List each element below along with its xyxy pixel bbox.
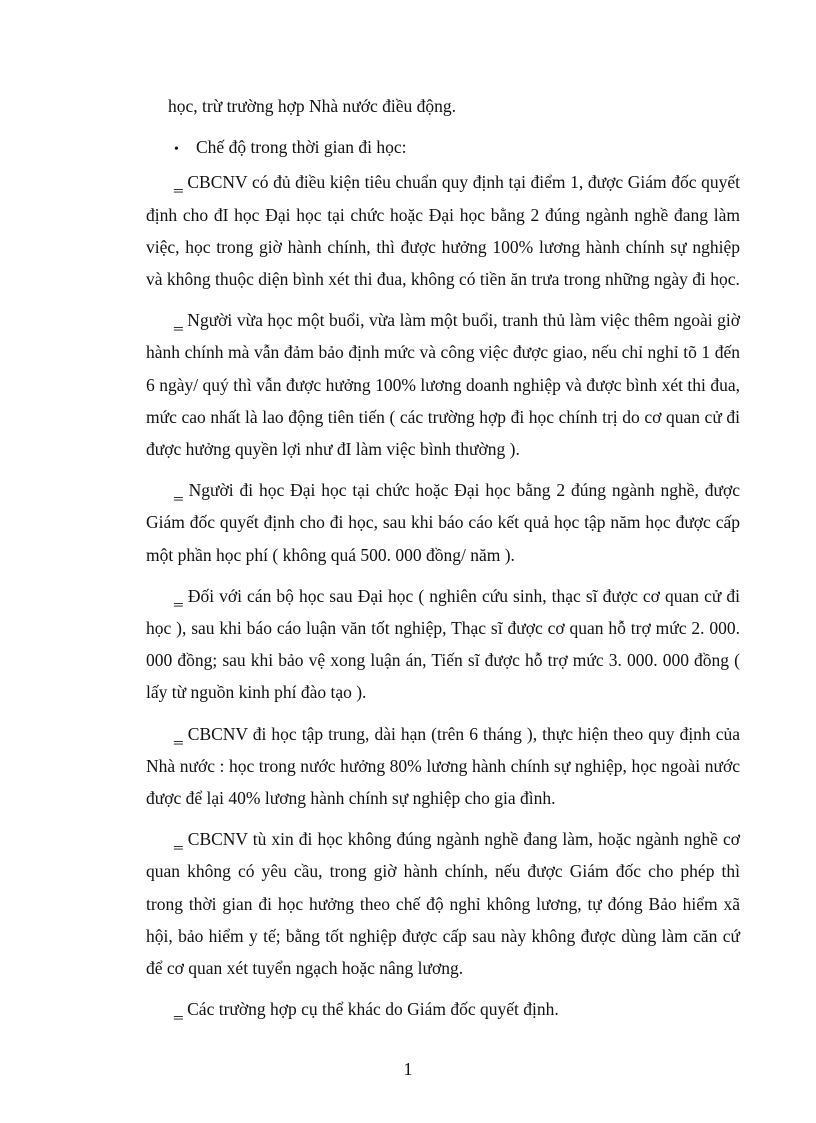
bullet-item <box>146 131 740 166</box>
paragraph-long-term-study: ‗ CBCNV đi học tập trung, dài hạn (trên 6 tháng ), thực hiện theo quy định của Nhà nước : học trong nước hưởng 80% lương hành chính sự nghiệp, học ngoài nước được để lại 40% lương hành chính sự nghiệp cho gia đình. <box>146 723 740 809</box>
paragraph-study-benefits: ‗ CBCNV có đủ điều kiện tiêu chuẩn quy định tại điểm 1, được Giám đốc quyết định cho đI học Đại học tại chức hoặc Đại học bằng 2 đúng ngành nghề đang làm việc, học trong giờ hành chính, thì được hưởng 100% lương hành chính sự nghiệp và không thuộc diện bình xét thi đua, không có tiền ăn trưa trong những ngày đi học. <box>146 172 740 290</box>
paragraph-other-cases: ‗ Các trường hợp cụ thể khác do Giám đốc quyết định. <box>174 999 559 1020</box>
bullet-text: Chế độ trong thời gian đi học: <box>196 137 407 158</box>
document-body <box>146 90 740 1025</box>
paragraph-tuition-support: ‗ Người đi học Đại học tại chức hoặc Đại học bằng 2 đúng ngành nghề, được Giám đốc quyết định cho đi học, sau khi báo cáo kết quả học tập năm học được cấp một phần học phí ( không quá 500. 000 đồng/ năm ). <box>146 480 740 565</box>
opening-line: học, trừ trường hợp Nhà nước điều động. <box>168 96 457 116</box>
bullet-icon: • <box>174 142 179 158</box>
paragraph-self-funded-study: ‗ CBCNV tù xin đi học không đúng ngành nghề đang làm, hoặc ngành nghề cơ quan không có yêu cầu, trong giờ hành chính, nếu được Giám đốc cho phép thì trong thời gian đi học hưởng theo chế độ nghỉ không lương, tự đóng Bảo hiểm xã hội, bảo hiểm y tế; bằng tốt nghiệp được cấp sau này không được dùng làm căn cứ để cơ quan xét tuyển ngạch hoặc nâng lương. <box>146 829 740 979</box>
page-number: 1 <box>403 1059 413 1079</box>
paragraph-part-time-study: ‗ Người vừa học một buổi, vừa làm một buổi, tranh thủ làm việc thêm ngoài giờ hành chính mà vẫn đảm bảo định mức và công việc được giao, nếu chỉ nghỉ tõ 1 đến 6 ngày/ quý thì vẫn được hưởng 100% lương doanh nghiệp và được bình xét thi đua, mức cao nhất là lao động tiên tiến ( các trường hợp đi học chính trị do cơ quan cử đi được hưởng quyền lợi như đI làm việc bình thường ). <box>146 310 740 460</box>
paragraph-postgraduate-support: ‗ Đối với cán bộ học sau Đại học ( nghiên cứu sinh, thạc sĩ được cơ quan cử đi học ), sau khi báo cáo luận văn tốt nghiệp, Thạc sĩ được cơ quan hỗ trợ mức 2. 000. 000 đồng; sau khi bảo vệ xong luận án, Tiến sĩ được hỗ trợ mức 3. 000. 000 đồng ( lấy từ nguồn kinh phí đào tạo ). <box>146 585 740 703</box>
